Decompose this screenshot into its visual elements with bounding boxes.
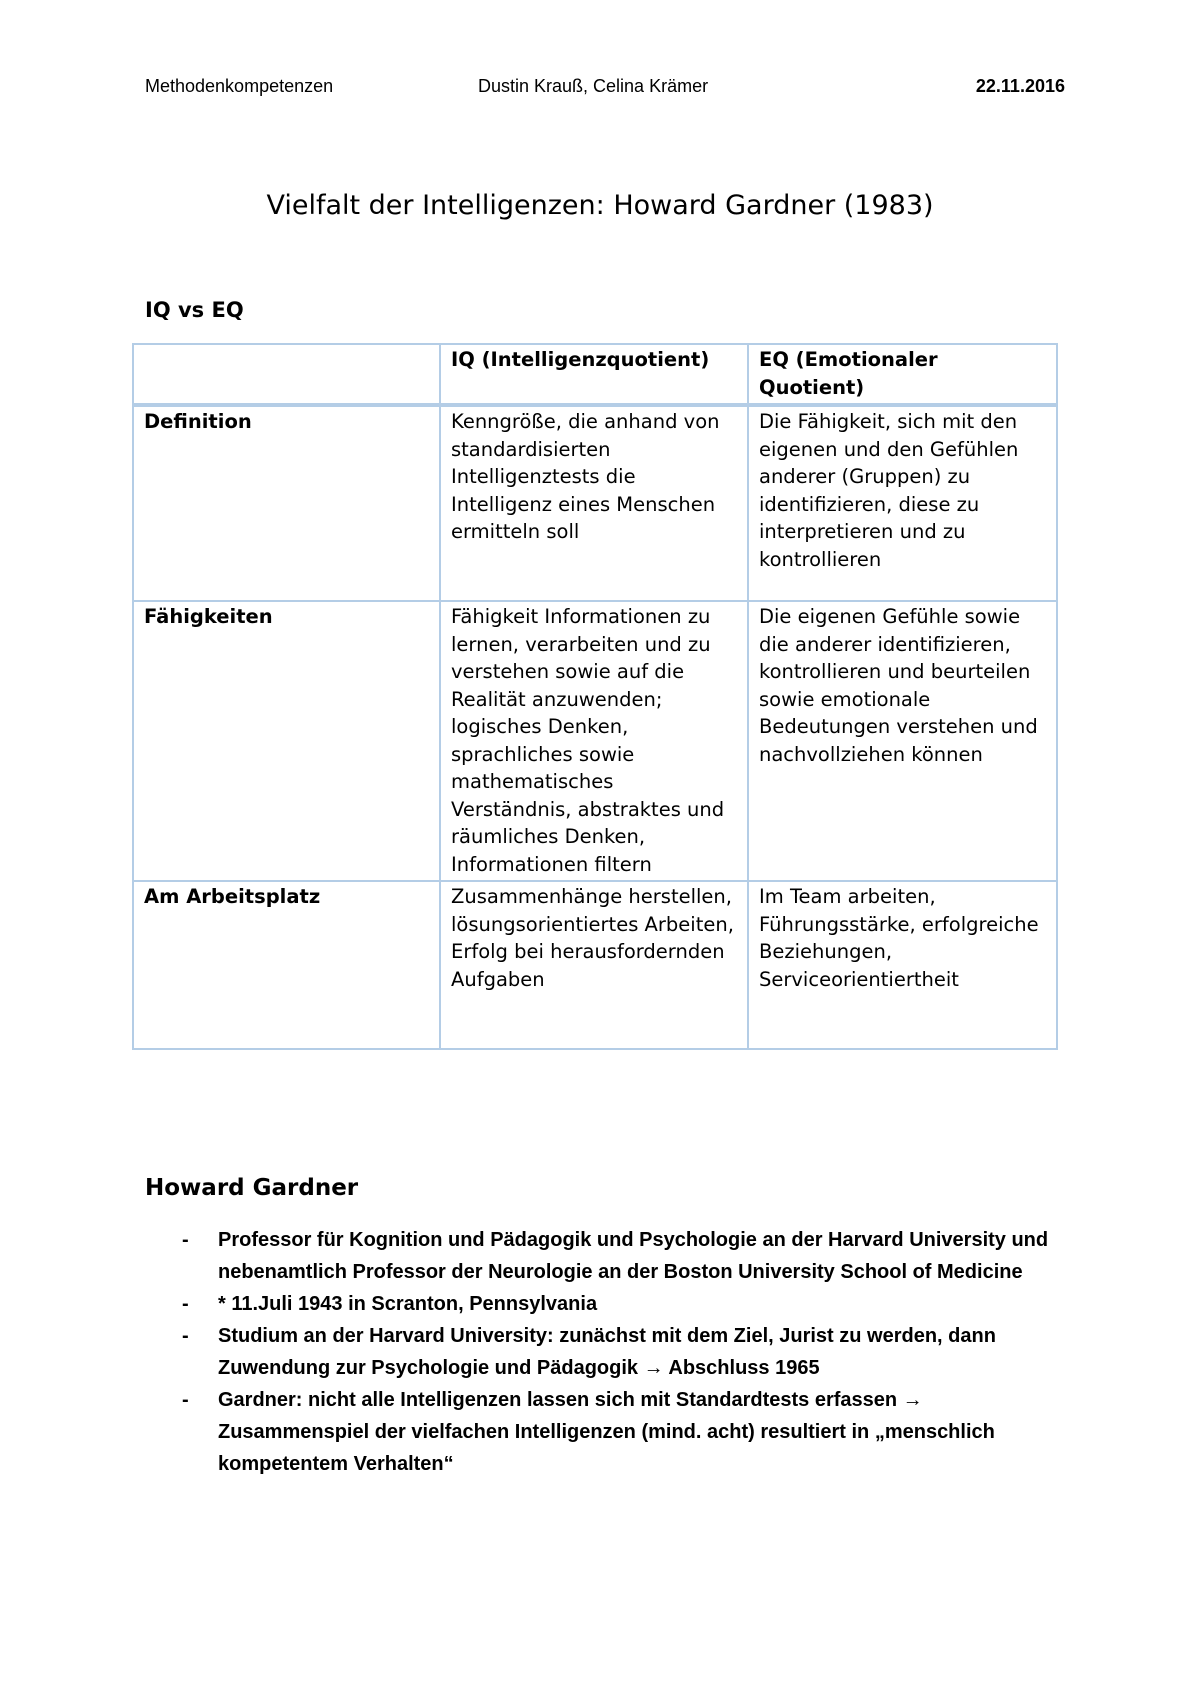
- iq-cell: Fähigkeit Informationen zu lernen, verarbeiten und zu verstehen sowie auf die Realität anzuwenden; logisches Denken, sprachliches sowie mathematisches Verständnis, abstraktes und räumliches Denken, Informationen filtern: [440, 601, 748, 881]
- table-header-row: [133, 344, 1057, 405]
- header-cell-empty: [133, 344, 440, 405]
- list-item: [145, 1320, 1065, 1384]
- eq-cell: Die Fähigkeit, sich mit den eigenen und den Gefühlen anderer (Gruppen) zu identifizieren, diese zu interpretieren und zu kontrollieren: [748, 405, 1057, 601]
- row-label: Fähigkeiten: [133, 601, 440, 881]
- gardner-bullet-list: [145, 1224, 1065, 1480]
- header-course: Methodenkompetenzen: [145, 76, 334, 96]
- dash-bullet-icon: -: [182, 1293, 189, 1315]
- header-authors: Dustin Krauß, Celina Krämer: [478, 76, 709, 96]
- iq-eq-comparison-table: [132, 343, 1058, 1050]
- header-cell-iq: IQ (Intelligenzquotient): [440, 344, 748, 405]
- list-item: [145, 1288, 1065, 1320]
- dash-bullet-icon: -: [182, 1325, 189, 1347]
- header-cell-eq: EQ (Emotionaler Quotient): [748, 344, 1057, 405]
- row-label: Definition: [133, 405, 440, 601]
- list-item-text: Professor für Kognition und Pädagogik und Psychologie an der Harvard University und nebenamtlich Professor der Neurologie an der Boston University School of Medicine: [218, 1229, 1049, 1283]
- eq-cell: Die eigenen Gefühle sowie die anderer identifizieren, kontrollieren und beurteilen sowie emotionale Bedeutungen verstehen und nachvollziehen können: [748, 601, 1057, 881]
- iq-cell: Zusammenhänge herstellen, lösungsorientiertes Arbeiten, Erfolg bei herausfordernden Aufgaben: [440, 881, 748, 1049]
- table-row: [133, 601, 1057, 881]
- dash-bullet-icon: -: [182, 1229, 189, 1251]
- list-item-text: Gardner: nicht alle Intelligenzen lassen sich mit Standardtests erfassen → Zusammenspiel der vielfachen Intelligenzen (mind. acht) resultiert in „menschlich kompetentem Verhalten“: [218, 1389, 995, 1475]
- list-item: [145, 1384, 1065, 1480]
- iq-cell: Kenngröße, die anhand von standardisierten Intelligenztests die Intelligenz eines Menschen ermitteln soll: [440, 405, 748, 601]
- list-item: [145, 1224, 1065, 1288]
- gardner-heading: Howard Gardner: [145, 1175, 359, 1201]
- list-item-text: * 11.Juli 1943 in Scranton, Pennsylvania: [218, 1293, 598, 1315]
- dash-bullet-icon: -: [182, 1389, 189, 1411]
- page-header: [145, 76, 1065, 100]
- table-row: [133, 881, 1057, 1049]
- table-row: [133, 405, 1057, 601]
- header-date: 22.11.2016: [975, 76, 1065, 96]
- eq-cell: Im Team arbeiten, Führungsstärke, erfolgreiche Beziehungen, Serviceorientiertheit: [748, 881, 1057, 1049]
- document-title: Vielfalt der Intelligenzen: Howard Gardner (1983): [266, 190, 934, 221]
- list-item-text: Studium an der Harvard University: zunächst mit dem Ziel, Jurist zu werden, dann Zuwendung zur Psychologie und Pädagogik → Abschluss 1965: [218, 1325, 996, 1379]
- comparison-heading: IQ vs EQ: [145, 298, 244, 322]
- row-label: Am Arbeitsplatz: [133, 881, 440, 1049]
